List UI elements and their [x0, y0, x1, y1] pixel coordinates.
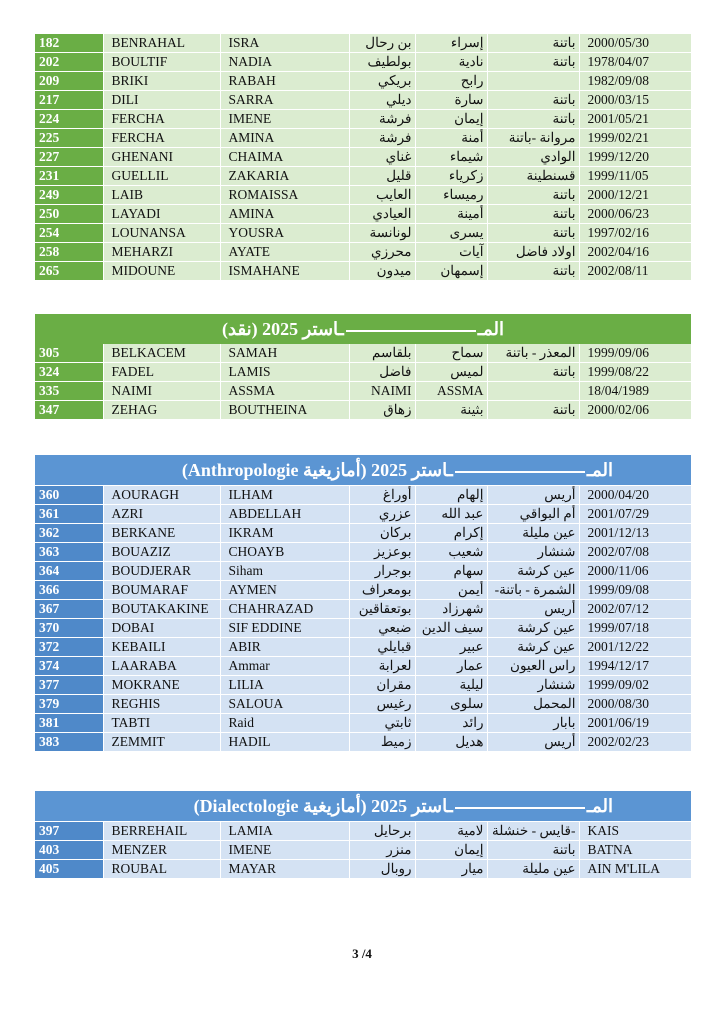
birth-date: 1999/02/21: [579, 129, 691, 148]
last-name-latin: MENZER: [103, 841, 220, 860]
table-row: [35, 638, 691, 657]
table-body: [35, 822, 691, 879]
last-name-arabic: لونانسة: [349, 224, 415, 243]
student-number: 202: [35, 53, 103, 72]
birth-place: بابار: [487, 714, 579, 733]
first-name-arabic: إلهام: [415, 486, 487, 505]
table-row: [35, 676, 691, 695]
first-name-latin: YOUSRA: [220, 224, 349, 243]
first-name-latin: ABIR: [220, 638, 349, 657]
birth-date: 2000/06/23: [579, 205, 691, 224]
birth-date: 2001/12/22: [579, 638, 691, 657]
last-name-latin: LAYADI: [103, 205, 220, 224]
first-name-arabic: لميس: [415, 363, 487, 382]
last-name-latin: BOULTIF: [103, 53, 220, 72]
last-name-arabic: بلقاسم: [349, 344, 415, 363]
birth-date: 2001/07/29: [579, 505, 691, 524]
student-number: 225: [35, 129, 103, 148]
birth-place: باتنة: [487, 262, 579, 281]
student-number: 405: [35, 860, 103, 879]
last-name-arabic: بوتعقاقين: [349, 600, 415, 619]
title-suffix: ـاستر 2025 (أمازيغية Anthropologie): [181, 460, 453, 480]
birth-date: 1999/09/08: [579, 581, 691, 600]
student-number: 217: [35, 91, 103, 110]
first-name-arabic: سهام: [415, 562, 487, 581]
table-row: [35, 53, 691, 72]
last-name-arabic: ميدون: [349, 262, 415, 281]
first-name-arabic: عبير: [415, 638, 487, 657]
table-row: [35, 714, 691, 733]
table-row: [35, 91, 691, 110]
last-name-arabic: ضبعي: [349, 619, 415, 638]
last-name-latin: ZEMMIT: [103, 733, 220, 752]
birth-place: باتنة: [487, 34, 579, 53]
first-name-latin: AYATE: [220, 243, 349, 262]
last-name-arabic: مقران: [349, 676, 415, 695]
first-name-latin: LAMIA: [220, 822, 349, 841]
last-name-arabic: لعرابة: [349, 657, 415, 676]
last-name-arabic: بن رحال: [349, 34, 415, 53]
last-name-latin: ZEHAG: [103, 401, 220, 420]
first-name-latin: ILHAM: [220, 486, 349, 505]
birth-date: 1999/09/02: [579, 676, 691, 695]
student-number: 361: [35, 505, 103, 524]
first-name-arabic: زكرياء: [415, 167, 487, 186]
first-name-arabic: إيمان: [415, 841, 487, 860]
table-section-2: [35, 344, 692, 420]
first-name-latin: ASSMA: [220, 382, 349, 401]
table-row: [35, 695, 691, 714]
table-row: [35, 543, 691, 562]
last-name-latin: NAIMI: [103, 382, 220, 401]
birth-place: باتنة: [487, 841, 579, 860]
first-name-arabic: أمنة: [415, 129, 487, 148]
student-number: 305: [35, 344, 103, 363]
title-prefix: المـ: [586, 460, 613, 480]
title-rule: [346, 330, 476, 332]
last-name-latin: MIDOUNE: [103, 262, 220, 281]
student-number: 182: [35, 34, 103, 53]
last-name-latin: TABTI: [103, 714, 220, 733]
birth-place: شنشار: [487, 543, 579, 562]
table-row: [35, 186, 691, 205]
first-name-arabic: أيمن: [415, 581, 487, 600]
last-name-latin: KEBAILI: [103, 638, 220, 657]
birth-place: [487, 72, 579, 91]
last-name-latin: BERREHAIL: [103, 822, 220, 841]
last-name-arabic: بوجرار: [349, 562, 415, 581]
birth-place: الشمرة - باتنة-: [487, 581, 579, 600]
table-row: [35, 129, 691, 148]
student-number: 249: [35, 186, 103, 205]
last-name-arabic: بركان: [349, 524, 415, 543]
first-name-arabic: رابح: [415, 72, 487, 91]
table-row: [35, 581, 691, 600]
student-number: 364: [35, 562, 103, 581]
birth-date: 18/04/1989: [579, 382, 691, 401]
first-name-latin: Raid: [220, 714, 349, 733]
last-name-arabic: بوعزيز: [349, 543, 415, 562]
first-name-latin: ZAKARIA: [220, 167, 349, 186]
first-name-latin: ABDELLAH: [220, 505, 349, 524]
first-name-arabic: ميار: [415, 860, 487, 879]
last-name-latin: BELKACEM: [103, 344, 220, 363]
birth-place: باتنة: [487, 363, 579, 382]
last-name-latin: DOBAI: [103, 619, 220, 638]
section-title-naqd: [35, 314, 691, 344]
birth-date: 1982/09/08: [579, 72, 691, 91]
last-name-arabic: غناي: [349, 148, 415, 167]
first-name-latin: BOUTHEINA: [220, 401, 349, 420]
last-name-latin: AZRI: [103, 505, 220, 524]
last-name-arabic: العيادي: [349, 205, 415, 224]
last-name-arabic: أوراغ: [349, 486, 415, 505]
first-name-arabic: إسراء: [415, 34, 487, 53]
first-name-latin: ISMAHANE: [220, 262, 349, 281]
last-name-latin: ROUBAL: [103, 860, 220, 879]
section-title-anthropologie: [35, 455, 691, 485]
table-row: [35, 657, 691, 676]
birth-date: 2000/04/20: [579, 486, 691, 505]
table-row: [35, 262, 691, 281]
student-number: 370: [35, 619, 103, 638]
first-name-latin: SALOUA: [220, 695, 349, 714]
last-name-latin: GUELLIL: [103, 167, 220, 186]
birth-place: باتنة: [487, 205, 579, 224]
table-row: [35, 524, 691, 543]
student-number: 324: [35, 363, 103, 382]
first-name-latin: LILIA: [220, 676, 349, 695]
student-number: 360: [35, 486, 103, 505]
first-name-arabic: ASSMA: [415, 382, 487, 401]
birth-place: راس العيون: [487, 657, 579, 676]
title-rule: [455, 807, 585, 809]
last-name-latin: BOUDJERAR: [103, 562, 220, 581]
table-section-4: [35, 822, 692, 879]
birth-place: أريس: [487, 733, 579, 752]
table-row: [35, 224, 691, 243]
first-name-arabic: نادية: [415, 53, 487, 72]
first-name-latin: ROMAISSA: [220, 186, 349, 205]
title-suffix: ـاستر 2025 (أمازيغية Dialectologie): [193, 796, 453, 816]
birth-place: باتنة: [487, 110, 579, 129]
first-name-latin: CHOAYB: [220, 543, 349, 562]
last-name-arabic: روبال: [349, 860, 415, 879]
table-row: [35, 344, 691, 363]
last-name-latin: BOUAZIZ: [103, 543, 220, 562]
first-name-latin: Ammar: [220, 657, 349, 676]
last-name-latin: BENRAHAL: [103, 34, 220, 53]
last-name-arabic: منزر: [349, 841, 415, 860]
student-number: 367: [35, 600, 103, 619]
student-number: 335: [35, 382, 103, 401]
last-name-latin: GHENANI: [103, 148, 220, 167]
table-section-1: [35, 34, 692, 281]
last-name-arabic: برحايل: [349, 822, 415, 841]
first-name-arabic: شعيب: [415, 543, 487, 562]
table-row: [35, 167, 691, 186]
birth-date: 2001/12/13: [579, 524, 691, 543]
first-name-arabic: سارة: [415, 91, 487, 110]
page-number: 3 /4: [352, 946, 372, 961]
birth-date: 2002/02/23: [579, 733, 691, 752]
first-name-latin: IMENE: [220, 841, 349, 860]
table-body: [35, 34, 691, 281]
last-name-latin: LAIB: [103, 186, 220, 205]
last-name-latin: LOUNANSA: [103, 224, 220, 243]
first-name-arabic: شيماء: [415, 148, 487, 167]
birth-place: عين كرشة: [487, 562, 579, 581]
table-section-3: [35, 486, 692, 752]
birth-place: أم البواقي: [487, 505, 579, 524]
birth-date: 1999/07/18: [579, 619, 691, 638]
last-name-latin: FERCHA: [103, 110, 220, 129]
first-name-latin: HADIL: [220, 733, 349, 752]
student-number: 224: [35, 110, 103, 129]
birth-date: 2000/05/30: [579, 34, 691, 53]
birth-date: 2000/12/21: [579, 186, 691, 205]
student-number: 265: [35, 262, 103, 281]
last-name-latin: DILI: [103, 91, 220, 110]
student-number: 231: [35, 167, 103, 186]
last-name-arabic: NAIMI: [349, 382, 415, 401]
birth-date: BATNA: [579, 841, 691, 860]
birth-date: 1999/11/05: [579, 167, 691, 186]
table-body: [35, 344, 691, 420]
first-name-arabic: إيمان: [415, 110, 487, 129]
birth-place: عين كرشة: [487, 619, 579, 638]
birth-place: قسنطينة: [487, 167, 579, 186]
first-name-latin: AMINA: [220, 129, 349, 148]
birth-date: 1999/09/06: [579, 344, 691, 363]
table-row: [35, 205, 691, 224]
table-row: [35, 243, 691, 262]
birth-date: 1999/08/22: [579, 363, 691, 382]
first-name-latin: CHAIMA: [220, 148, 349, 167]
table-row: [35, 733, 691, 752]
last-name-arabic: فرشة: [349, 129, 415, 148]
table-row: [35, 619, 691, 638]
first-name-latin: CHAHRAZAD: [220, 600, 349, 619]
student-number: 209: [35, 72, 103, 91]
last-name-arabic: بريكي: [349, 72, 415, 91]
last-name-arabic: عزري: [349, 505, 415, 524]
table-row: [35, 401, 691, 420]
first-name-arabic: شهرزاد: [415, 600, 487, 619]
birth-place: المعذر - باتنة: [487, 344, 579, 363]
table-row: [35, 505, 691, 524]
birth-date: 2002/08/11: [579, 262, 691, 281]
last-name-latin: MEHARZI: [103, 243, 220, 262]
first-name-latin: IMENE: [220, 110, 349, 129]
last-name-arabic: رغيس: [349, 695, 415, 714]
birth-date: 2001/05/21: [579, 110, 691, 129]
first-name-arabic: إسمهان: [415, 262, 487, 281]
first-name-latin: ISRA: [220, 34, 349, 53]
last-name-latin: BOUMARAF: [103, 581, 220, 600]
birth-place: المحمل: [487, 695, 579, 714]
first-name-latin: Siham: [220, 562, 349, 581]
table-row: [35, 363, 691, 382]
birth-place: باتنة: [487, 401, 579, 420]
first-name-arabic: يسرى: [415, 224, 487, 243]
last-name-latin: AOURAGH: [103, 486, 220, 505]
birth-place: باتنة: [487, 224, 579, 243]
last-name-arabic: فرشة: [349, 110, 415, 129]
birth-date: 1994/12/17: [579, 657, 691, 676]
last-name-latin: FERCHA: [103, 129, 220, 148]
last-name-arabic: ثابتي: [349, 714, 415, 733]
first-name-latin: AMINA: [220, 205, 349, 224]
title-prefix: المـ: [477, 319, 504, 339]
birth-date: 2002/04/16: [579, 243, 691, 262]
first-name-latin: SAMAH: [220, 344, 349, 363]
birth-date: 1997/02/16: [579, 224, 691, 243]
birth-place: اولاد فاضل: [487, 243, 579, 262]
student-number: 258: [35, 243, 103, 262]
birth-place: باتنة: [487, 91, 579, 110]
birth-date: 1978/04/07: [579, 53, 691, 72]
student-number: 403: [35, 841, 103, 860]
birth-place: مروانة -باتنة: [487, 129, 579, 148]
title-rule: [455, 471, 585, 473]
first-name-latin: IKRAM: [220, 524, 349, 543]
last-name-arabic: بولطيف: [349, 53, 415, 72]
birth-date: 2000/02/06: [579, 401, 691, 420]
table-row: [35, 72, 691, 91]
last-name-arabic: بومعراف: [349, 581, 415, 600]
table-row: [35, 486, 691, 505]
first-name-arabic: عمار: [415, 657, 487, 676]
student-number: 254: [35, 224, 103, 243]
last-name-latin: BRIKI: [103, 72, 220, 91]
last-name-latin: BOUTAKAKINE: [103, 600, 220, 619]
student-number: 372: [35, 638, 103, 657]
table-row: [35, 34, 691, 53]
title-prefix: المـ: [586, 796, 613, 816]
section-title-dialectologie: [35, 791, 691, 821]
student-number: 381: [35, 714, 103, 733]
first-name-latin: SARRA: [220, 91, 349, 110]
first-name-arabic: سلوى: [415, 695, 487, 714]
last-name-latin: FADEL: [103, 363, 220, 382]
table-row: [35, 822, 691, 841]
birth-date: 2000/11/06: [579, 562, 691, 581]
table-row: [35, 600, 691, 619]
first-name-latin: NADIA: [220, 53, 349, 72]
last-name-arabic: زميط: [349, 733, 415, 752]
student-number: 383: [35, 733, 103, 752]
first-name-latin: MAYAR: [220, 860, 349, 879]
table-row: [35, 562, 691, 581]
birth-place: باتنة: [487, 53, 579, 72]
first-name-arabic: سماح: [415, 344, 487, 363]
first-name-latin: SIF EDDINE: [220, 619, 349, 638]
birth-date: 2001/06/19: [579, 714, 691, 733]
last-name-arabic: قليل: [349, 167, 415, 186]
first-name-arabic: هديل: [415, 733, 487, 752]
title-suffix: ـاستر 2025 (نقد): [222, 319, 344, 339]
table-row: [35, 148, 691, 167]
birth-date: AIN M'LILA: [579, 860, 691, 879]
birth-place: [487, 382, 579, 401]
last-name-arabic: قبايلي: [349, 638, 415, 657]
first-name-arabic: ليلية: [415, 676, 487, 695]
student-number: 377: [35, 676, 103, 695]
birth-place: أريس: [487, 600, 579, 619]
student-number: 363: [35, 543, 103, 562]
student-number: 347: [35, 401, 103, 420]
last-name-latin: BERKANE: [103, 524, 220, 543]
birth-place: باتنة: [487, 186, 579, 205]
first-name-arabic: لامية: [415, 822, 487, 841]
birth-place: شنشار: [487, 676, 579, 695]
student-number: 227: [35, 148, 103, 167]
birth-date: 2002/07/08: [579, 543, 691, 562]
birth-date: 2000/08/30: [579, 695, 691, 714]
first-name-latin: AYMEN: [220, 581, 349, 600]
table-row: [35, 841, 691, 860]
birth-date: 2002/07/12: [579, 600, 691, 619]
table-row: [35, 860, 691, 879]
first-name-arabic: عبد الله: [415, 505, 487, 524]
first-name-latin: LAMIS: [220, 363, 349, 382]
student-number: 250: [35, 205, 103, 224]
student-number: 362: [35, 524, 103, 543]
birth-date: 1999/12/20: [579, 148, 691, 167]
student-number: 366: [35, 581, 103, 600]
birth-place: عين مليلة: [487, 860, 579, 879]
table-row: [35, 110, 691, 129]
last-name-arabic: ديلي: [349, 91, 415, 110]
first-name-arabic: إكرام: [415, 524, 487, 543]
last-name-arabic: محرزي: [349, 243, 415, 262]
last-name-latin: MOKRANE: [103, 676, 220, 695]
first-name-arabic: سيف الدين: [415, 619, 487, 638]
birth-date: 2000/03/15: [579, 91, 691, 110]
last-name-arabic: العايب: [349, 186, 415, 205]
table-row: [35, 382, 691, 401]
first-name-arabic: آيات: [415, 243, 487, 262]
birth-place: -قايس - خنشلة: [487, 822, 579, 841]
last-name-arabic: زهاق: [349, 401, 415, 420]
student-number: 397: [35, 822, 103, 841]
birth-place: الوادي: [487, 148, 579, 167]
birth-place: أريس: [487, 486, 579, 505]
first-name-latin: RABAH: [220, 72, 349, 91]
birth-place: عين مليلة: [487, 524, 579, 543]
birth-date: KAIS: [579, 822, 691, 841]
first-name-arabic: أمينة: [415, 205, 487, 224]
student-number: 374: [35, 657, 103, 676]
first-name-arabic: بثينة: [415, 401, 487, 420]
last-name-latin: LAARABA: [103, 657, 220, 676]
table-body: [35, 486, 691, 752]
last-name-arabic: فاضل: [349, 363, 415, 382]
birth-place: عين كرشة: [487, 638, 579, 657]
last-name-latin: REGHIS: [103, 695, 220, 714]
first-name-arabic: رائد: [415, 714, 487, 733]
student-number: 379: [35, 695, 103, 714]
first-name-arabic: رميساء: [415, 186, 487, 205]
